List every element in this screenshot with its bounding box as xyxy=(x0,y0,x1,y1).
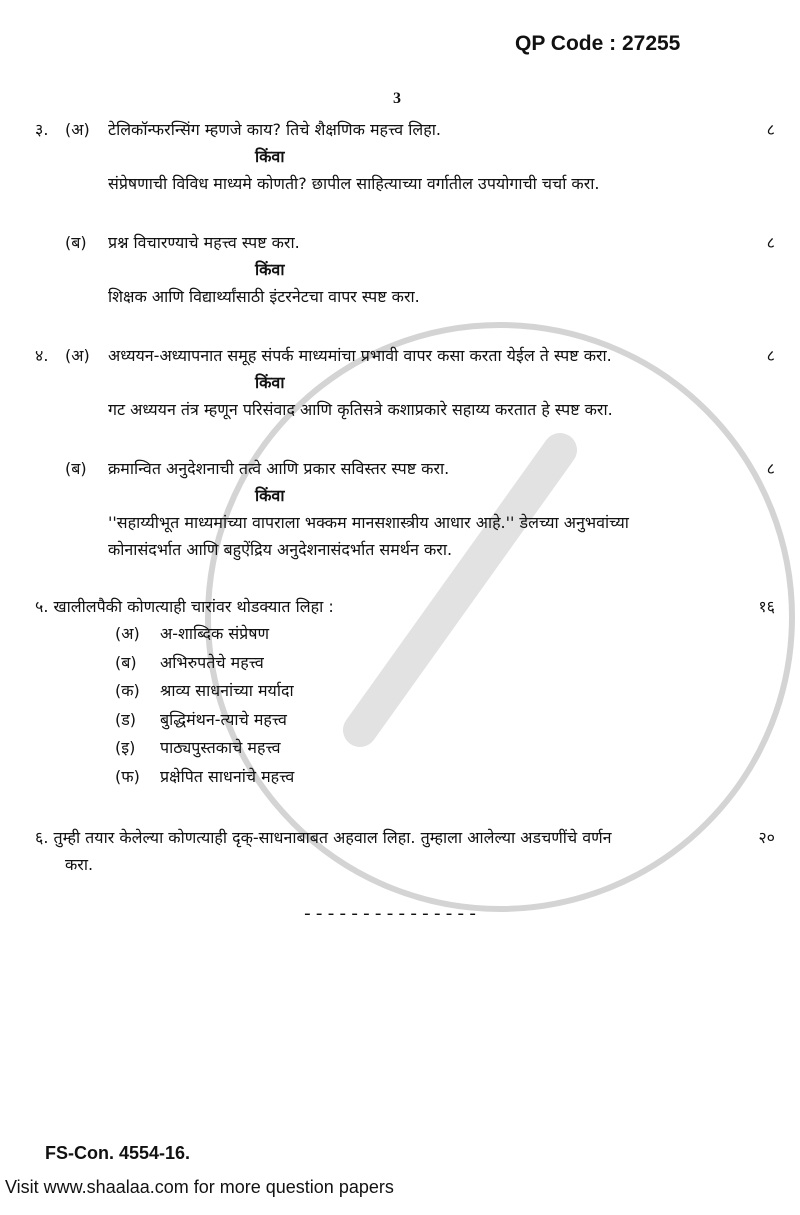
question-3b xyxy=(35,229,775,256)
option-item xyxy=(35,734,775,763)
question-marks: ८ xyxy=(766,120,775,139)
question-text: ५. खालीलपैकी कोणत्याही चारांवर थोडक्यात लिहा : xyxy=(35,597,334,616)
option-text: श्राव्य साधनांच्या मर्यादा xyxy=(160,681,294,701)
question-number: ४. xyxy=(35,346,49,365)
option-item xyxy=(35,763,775,792)
question-6 xyxy=(35,824,775,851)
alt-row xyxy=(35,283,775,310)
option-label: (इ) xyxy=(115,738,136,758)
option-text: पाठ्यपुस्तकाचे महत्त्व xyxy=(160,738,281,758)
exam-questions xyxy=(35,116,775,878)
question-marks: ८ xyxy=(766,346,775,365)
footer-code: FS-Con. 4554-16. xyxy=(45,1143,191,1163)
question-marks: २० xyxy=(758,827,775,847)
question-5 xyxy=(35,593,775,620)
question-alt-text-cont: कोनासंदर्भात आणि बहुऐंद्रिय अनुदेशनासंदर्भात समर्थन करा. xyxy=(108,540,453,559)
end-divider: --------------- xyxy=(302,905,480,925)
or-row xyxy=(35,143,775,170)
option-item xyxy=(35,649,775,678)
question-number: ३. xyxy=(35,120,49,139)
question-sub-label: (अ) xyxy=(65,346,90,365)
option-item xyxy=(35,620,775,649)
option-item xyxy=(35,706,775,735)
question-alt-text: ''सहाय्यीभूत माध्यमांच्या वापराला भक्कम मानसशास्त्रीय आधार आहे.'' डेलच्या अनुभवांच्या xyxy=(108,513,629,532)
page-number: 3 xyxy=(393,90,401,107)
option-label: (क) xyxy=(115,681,140,701)
alt-row xyxy=(35,170,775,197)
option-item xyxy=(35,677,775,706)
question-sub-label: (ब) xyxy=(65,233,87,252)
question-4a xyxy=(35,342,775,369)
alt-row xyxy=(35,396,775,423)
question-marks: १६ xyxy=(758,597,775,616)
option-text: प्रक्षेपित साधनांचे महत्त्व xyxy=(160,766,295,786)
question-number xyxy=(35,455,65,482)
question-alt-text: संप्रेषणाची विविध माध्यमे कोणती? छापील साहित्याच्या वर्गातील उपयोगाची चर्चा करा. xyxy=(108,174,600,193)
or-row xyxy=(35,482,775,509)
question-6-cont xyxy=(35,851,775,878)
or-label: किंवा xyxy=(255,486,285,505)
or-label: किंवा xyxy=(255,373,285,392)
or-label: किंवा xyxy=(255,260,285,279)
option-text: अभिरुपतेचे महत्त्व xyxy=(160,652,264,672)
or-row xyxy=(35,369,775,396)
qp-code: QP Code : 27255 xyxy=(515,32,681,55)
question-text: ६. तुम्ही तयार केलेल्या कोणत्याही दृक्-साधनाबाबत अहवाल लिहा. तुम्हाला आलेल्या अडचणींचे वर्णन xyxy=(35,827,612,847)
question-text-cont: करा. xyxy=(65,854,94,874)
question-alt-text: शिक्षक आणि विद्यार्थ्यांसाठी इंटरनेटचा वापर स्पष्ट करा. xyxy=(108,287,420,306)
option-text: अ-शाब्दिक संप्रेषण xyxy=(160,624,270,643)
option-label: (फ) xyxy=(115,766,140,786)
question-3a xyxy=(35,116,775,143)
footer-visit-link[interactable]: Visit www.shaalaa.com for more question papers xyxy=(5,1177,394,1197)
option-label: (अ) xyxy=(115,624,140,643)
option-label: (ब) xyxy=(115,652,137,672)
question-number xyxy=(35,229,65,256)
question-marks: ८ xyxy=(766,233,775,252)
alt-row xyxy=(35,536,775,563)
question-alt-text: गट अध्ययन तंत्र म्हणून परिसंवाद आणि कृतिसत्रे कशाप्रकारे सहाय्य करतात हे स्पष्ट करा. xyxy=(108,400,613,419)
question-text: अध्ययन-अध्यापनात समूह संपर्क माध्यमांचा प्रभावी वापर कसा करता येईल ते स्पष्ट करा. xyxy=(108,346,612,365)
or-row xyxy=(35,256,775,283)
question-sub-label: (अ) xyxy=(65,120,90,139)
question-sub-label: (ब) xyxy=(65,459,87,478)
question-text: क्रमान्वित अनुदेशनाची तत्वे आणि प्रकार सविस्तर स्पष्ट करा. xyxy=(108,459,450,478)
option-text: बुद्धिमंथन-त्याचे महत्त्व xyxy=(160,709,287,729)
question-4b xyxy=(35,455,775,482)
alt-row xyxy=(35,509,775,536)
option-label: (ड) xyxy=(115,709,137,729)
question-marks: ८ xyxy=(766,459,775,478)
question-text: टेलिकॉन्फरन्सिंग म्हणजे काय? तिचे शैक्षणिक महत्त्व लिहा. xyxy=(108,120,441,139)
question-text: प्रश्न विचारण्याचे महत्त्व स्पष्ट करा. xyxy=(108,233,300,252)
or-label: किंवा xyxy=(255,147,285,166)
